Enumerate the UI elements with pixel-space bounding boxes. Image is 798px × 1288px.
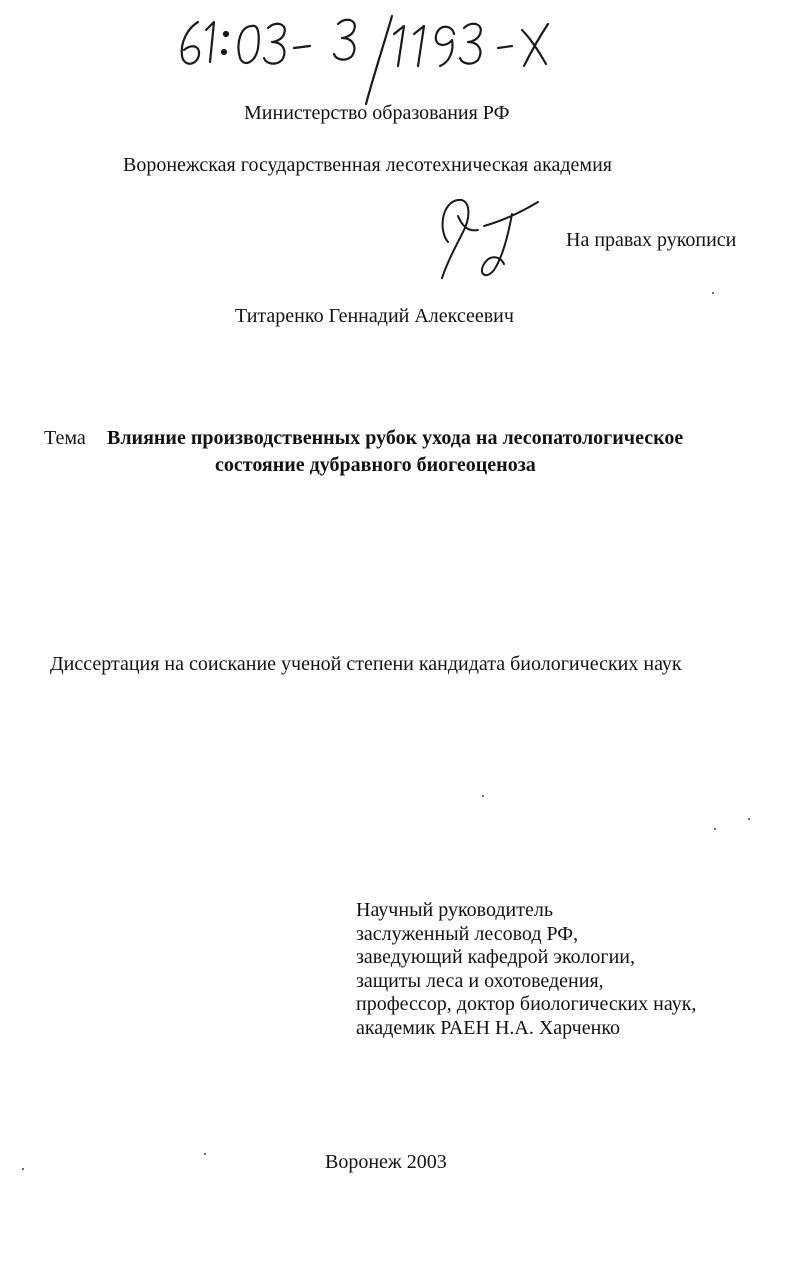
topic-title-line-1: Влияние производственных рубок ухода на лесопатологическое — [107, 427, 684, 449]
topic-label: Тема — [44, 427, 86, 449]
scan-speck — [712, 292, 714, 294]
ministry-line: Министерство образования РФ — [244, 102, 510, 124]
author-name: Титаренко Геннадий Алексеевич — [235, 305, 514, 327]
scan-speck — [22, 1168, 24, 1170]
supervisor-line: академик РАЕН Н.А. Харченко — [356, 1016, 621, 1039]
dissertation-line: Диссертация на соискание ученой степени кандидата биологических наук — [50, 653, 682, 675]
handwritten-archive-code — [170, 4, 590, 114]
supervisor-line: Научный руководитель — [356, 899, 553, 921]
scan-speck — [482, 795, 484, 797]
scan-speck — [714, 828, 716, 830]
scan-speck — [748, 818, 750, 820]
supervisor-line: профессор, доктор биологических наук, — [356, 993, 697, 1016]
city-year: Воронеж 2003 — [325, 1151, 447, 1173]
supervisor-line: защиты леса и охотоведения, — [356, 969, 604, 992]
supervisor-line: заслуженный лесовод РФ, — [356, 922, 579, 945]
academy-line: Воронежская государственная лесотехническая академия — [123, 154, 612, 176]
manuscript-note: На правах рукописи — [566, 229, 737, 251]
supervisor-block — [356, 899, 696, 1041]
scan-speck — [204, 1153, 206, 1155]
topic-title-line-2: состояние дубравного биогеоценоза — [215, 454, 536, 476]
supervisor-line: заведующий кафедрой экологии, — [356, 946, 635, 969]
handwritten-signature — [428, 196, 548, 288]
